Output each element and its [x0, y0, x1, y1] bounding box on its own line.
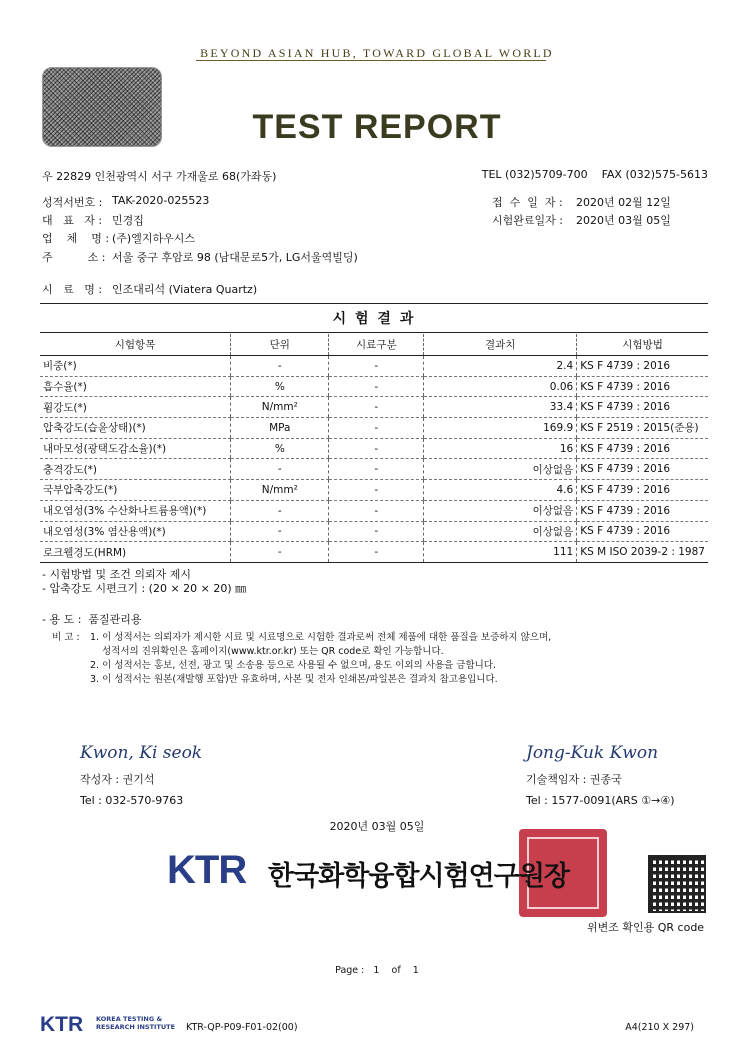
- received-date: 2020년 02월 12일: [576, 196, 671, 209]
- row-sample: -: [329, 418, 424, 439]
- row-item: 국부압축강도(*): [40, 480, 231, 501]
- row-value: 이상없음: [424, 521, 577, 542]
- remark-1: 1. 이 성적서는 의뢰자가 제시한 시료 및 시료명으로 시험한 결과로써 전체 제품에 대한 품질을 보증하지 않으며,: [90, 632, 552, 643]
- address-label: 주 소 :: [42, 251, 106, 264]
- row-method: KS F 4739 : 2016: [577, 438, 708, 459]
- row-unit: %: [231, 376, 329, 397]
- row-value: 이상없음: [424, 459, 577, 480]
- row-method: KS F 4739 : 2016: [577, 459, 708, 480]
- row-unit: -: [231, 521, 329, 542]
- row-sample: -: [329, 480, 424, 501]
- row-method: KS F 4739 : 2016: [577, 356, 708, 377]
- sample-name: 인조대리석 (Viatera Quartz): [112, 283, 258, 296]
- row-value: 0.06: [424, 376, 577, 397]
- remark-1b: 성적서의 진위확인은 홈페이지(www.ktr.or.kr) 또는 QR code로 확인 가능합니다.: [102, 646, 444, 657]
- row-method: KS F 4739 : 2016: [577, 397, 708, 418]
- row-item: 비중(*): [40, 356, 231, 377]
- row-unit: %: [231, 438, 329, 459]
- row-value: 169.9: [424, 418, 577, 439]
- row-item: 내마모성(광택도감소율)(*): [40, 438, 231, 459]
- form-code: KTR-QP-P09-F01-02(00): [186, 1022, 298, 1033]
- row-sample: -: [329, 500, 424, 521]
- company-address: 서울 중구 후암로 98 (남대문로5가, LG서울역빌딩): [112, 251, 358, 264]
- row-value: 33.4: [424, 397, 577, 418]
- writer: 작성자 : 권기석: [80, 773, 155, 786]
- row-sample: -: [329, 459, 424, 480]
- results-header-row: [40, 334, 708, 356]
- paper-size: A4(210 X 297): [625, 1022, 694, 1033]
- company-label: 업 체 명 :: [42, 232, 110, 245]
- results-table: [40, 334, 708, 563]
- row-value: 이상없음: [424, 500, 577, 521]
- results-top-rule: [40, 303, 708, 304]
- table-row: [40, 521, 708, 542]
- row-item: 로크웰경도(HRM): [40, 542, 231, 563]
- results-title: 시 험 결 과: [332, 311, 416, 327]
- table-row: [40, 438, 708, 459]
- row-item: 내오염성(3% 염산용액)(*): [40, 521, 231, 542]
- col-value: 결과치: [424, 334, 577, 356]
- slogan-divider: [196, 60, 546, 61]
- row-item: 흡수율(*): [40, 376, 231, 397]
- row-unit: -: [231, 459, 329, 480]
- table-row: [40, 418, 708, 439]
- row-method: KS M ISO 2039-2 : 1987: [577, 542, 708, 563]
- col-item: 시험항목: [40, 334, 231, 356]
- row-sample: -: [329, 397, 424, 418]
- row-value: 16: [424, 438, 577, 459]
- page-number: Page : 1 of 1: [335, 965, 419, 976]
- note-1: - 시험방법 및 조건 의뢰자 제시: [42, 568, 191, 581]
- row-item: 충격강도(*): [40, 459, 231, 480]
- page-title: TEST REPORT: [252, 108, 502, 146]
- remark-3: 3. 이 성적서는 원본(재발행 포함)만 유효하며, 사본 및 전자 인쇄본/파일본은 결과치 참고용입니다.: [90, 674, 498, 685]
- table-row: [40, 500, 708, 521]
- institute-name: 한국화학융합시험연구원장: [268, 861, 569, 892]
- rep-label: 대 표 자 :: [42, 214, 103, 227]
- row-method: KS F 4739 : 2016: [577, 500, 708, 521]
- address: 우 22829 인천광역시 서구 가재울로 68(가좌동): [42, 170, 277, 183]
- row-sample: -: [329, 521, 424, 542]
- received-label: 접 수 일 자 :: [492, 196, 563, 209]
- footer-org-name: KOREA TESTING & RESEARCH INSTITUTE: [96, 1015, 176, 1031]
- table-row: [40, 459, 708, 480]
- row-value: 4.6: [424, 480, 577, 501]
- row-method: KS F 4739 : 2016: [577, 480, 708, 501]
- writer-tel: Tel : 032-570-9763: [80, 794, 184, 807]
- representative: 민경집: [112, 214, 144, 227]
- row-item: 압축강도(습윤상태)(*): [40, 418, 231, 439]
- ktr-logo: KTR: [167, 848, 247, 892]
- col-sample: 시료구분: [329, 334, 424, 356]
- results-header-rule: [40, 332, 708, 333]
- report-no: TAK-2020-025523: [112, 194, 210, 207]
- row-sample: -: [329, 542, 424, 563]
- table-row: [40, 397, 708, 418]
- sample-label: 시 료 명 :: [42, 283, 103, 296]
- row-method: KS F 4739 : 2016: [577, 521, 708, 542]
- table-row: [40, 480, 708, 501]
- qr-caption: 위변조 확인용 QR code: [587, 921, 705, 934]
- row-method: KS F 2519 : 2015(준용): [577, 418, 708, 439]
- row-unit: N/mm²: [231, 397, 329, 418]
- contact: TEL (032)5709-700 FAX (032)575-5613: [481, 168, 708, 181]
- slogan: BEYOND ASIAN HUB, TOWARD GLOBAL WORLD: [200, 46, 554, 60]
- row-unit: -: [231, 542, 329, 563]
- row-unit: -: [231, 500, 329, 521]
- col-method: 시험방법: [577, 334, 708, 356]
- row-unit: N/mm²: [231, 480, 329, 501]
- table-row: [40, 542, 708, 563]
- note-2: - 압축강도 시편크기 : (20 × 20 × 20) ㎜: [42, 582, 247, 595]
- completed-label: 시험완료일자 :: [492, 214, 563, 227]
- purpose: - 용 도 : 품질관리용: [42, 613, 142, 626]
- row-sample: -: [329, 376, 424, 397]
- row-item: 휨강도(*): [40, 397, 231, 418]
- remarks-label: 비 고 :: [52, 632, 80, 643]
- row-value: 2.4: [424, 356, 577, 377]
- qr-code[interactable]: [648, 855, 706, 913]
- row-value: 111: [424, 542, 577, 563]
- manager-tel: Tel : 1577-0091(ARS ①→④): [526, 794, 675, 807]
- report-no-label: 성적서번호 :: [42, 196, 103, 209]
- manager-signature: Jong-Kuk Kwon: [526, 743, 659, 763]
- completed-date: 2020년 03월 05일: [576, 214, 671, 227]
- col-unit: 단위: [231, 334, 329, 356]
- table-row: [40, 356, 708, 377]
- row-method: KS F 4739 : 2016: [577, 376, 708, 397]
- row-item: 내오염성(3% 수산화나트륨용액)(*): [40, 500, 231, 521]
- footer-ktr-logo: KTR: [40, 1013, 84, 1036]
- writer-signature: Kwon, Ki seok: [80, 743, 203, 763]
- table-row: [40, 376, 708, 397]
- row-sample: -: [329, 438, 424, 459]
- company: (주)엘지하우시스: [112, 232, 195, 245]
- remark-2: 2. 이 성적서는 홍보, 선전, 광고 및 소송용 등으로 사용될 수 없으며, 용도 이외의 사용을 금합니다.: [90, 660, 496, 671]
- row-sample: -: [329, 356, 424, 377]
- manager: 기술책임자 : 권종국: [526, 773, 622, 786]
- row-unit: MPa: [231, 418, 329, 439]
- issue-date: 2020년 03월 05일: [329, 820, 425, 833]
- row-unit: -: [231, 356, 329, 377]
